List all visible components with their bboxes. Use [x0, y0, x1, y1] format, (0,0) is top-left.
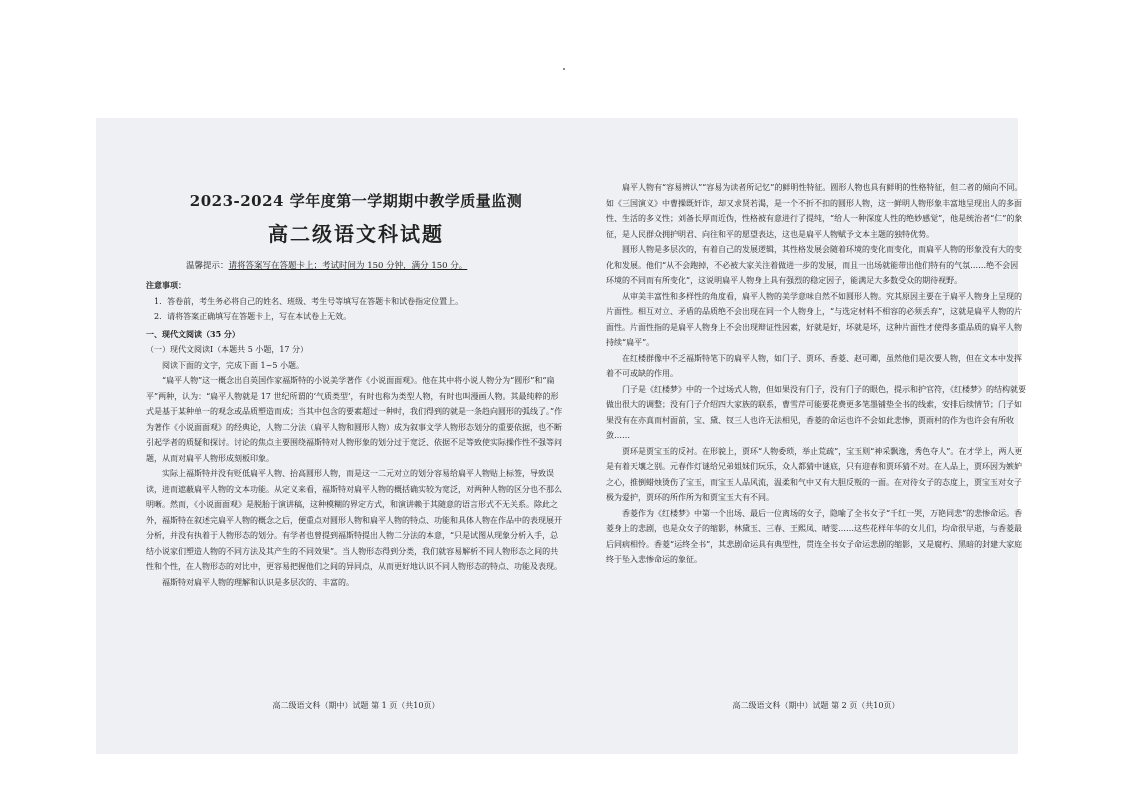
notice-label: 温馨提示： — [186, 261, 229, 271]
body-block — [606, 180, 1026, 568]
paragraph: 在红楼群像中不乏福斯特笔下的扁平人物，如门子、贾环、香菱、赵可卿，虽然他们是次要人物，但在文本中发挥着不可或缺的作用。 — [606, 353, 1022, 378]
instruction-text: 阅读下面的文字，完成下面 1~5 小题。 — [162, 360, 304, 370]
paragraph: 贾环是贾宝玉的反衬。在形貌上，贾环“人物委琐，举止荒疏”，宝玉则“神采飘逸，秀色夺人”。在才学上，两人更是有着天壤之别。元春作灯谜给兄弟姐妹们玩乐，众人都猜中谜底，只有迎春和贾环猜不对。在人品上，贾环因为嫉妒之心，推倒蜡烛烫伤了宝玉，而宝玉人品风流，温柔和气中又有大胆反叛的一面。在对待女子的态度上，贾宝玉对女子极为爱护，贾环的所作所为和贾宝玉大有不同。 — [606, 446, 1023, 502]
paragraph: 福斯特对扁平人物的理解和认识是多层次的、丰富的。 — [162, 577, 354, 587]
paragraph: 圆形人物是多层次的，有着自己的发展逻辑，其性格发展会随着环境的变化而变化，而扁平人物的形象没有大的变化和发展。他们“从不会跑掉，不必被大家关注着做进一步的发展，而且一出场就能带出他们特有的气氛……绝不会因环境的不同而有所变化”，这说明扁平人物身上具有强烈的稳定因子，能满足大多数受众的期待视野。 — [606, 245, 1022, 285]
exam-title: 2023-2024 学年度第一学期期中教学质量监测 — [189, 192, 523, 210]
paragraph: “扁平人物”这一概念出自英国作家福斯特的小说美学著作《小说面面观》。他在其中将小说人物分为“圆形”和“扁平”两种，认为：“扁平人物就是 17 世纪所谓的‘气质类型’，有时也称为类型人物，有时也叫漫画人物。其最纯粹的形式是基于某种单一的观念或品质塑造而成；当其中包含的要素超过一种时，我们得到的就是一条趋向圆形的弧线了。”作为著作《小说面面观》的经典论，人物二分法（扁平人物和圆形人物）成为叙事文学人物形态划分的重要依据，也不断引起学者的质疑和探讨。讨论的焦点主要围绕福斯特对人物形象的划分过于宽泛、依据不足等致使实际操作性不强等问题，从而对扁平人物形成刻板印象。 — [146, 376, 563, 463]
attention-item-2: 2．请将答案正确填写在答题卡上，写在本试卷上无效。 — [154, 312, 352, 321]
page-footer: 高二级语文科（期中）试题 第 1 页（共10页） — [272, 701, 440, 710]
page-1 — [146, 118, 566, 754]
section-heading: 一、现代文阅读（35 分） — [146, 328, 240, 339]
notice-line — [186, 259, 467, 271]
attention-block — [146, 278, 566, 590]
notice-text: 请将答案写在答题卡上；考试时间为 150 分钟，满分 150 分。 — [228, 261, 468, 271]
paragraph: 扁平人物有“容易辨认”“容易为读者所记忆”的鲜明性特征。圆形人物也具有鲜明的性格特征，但二者的倾向不同。如《三国演义》中曹操既奸诈，却又求贤若渴，是一个不折不扣的圆形人物，这一鲜明人物形象丰富地呈现出人的多面性、生活的多义性；刘备长厚而近伪，性格被有意进行了提纯，“给人一种深度人性的绝妙感觉”，他是统治者“仁”的象征，是人民群众拥护明君、向往和平的愿望表达，这也是扁平人物赋予文本主题的独特优势。 — [606, 183, 1023, 239]
attention-item-1: 1．答卷前，考生务必将自己的姓名、班级、考生号等填写在答题卡和试卷指定位置上。 — [154, 296, 464, 306]
sub-heading: （一）现代文阅读Ⅰ（本题共 5 小题，17 分） — [146, 345, 309, 354]
page-footer: 高二级语文科（期中）试题 第 2 页（共10页） — [732, 701, 900, 710]
paragraph: 实际上福斯特并没有贬低扁平人物、抬高圆形人物，而是这一二元对立的划分容易给扁平人物贴上标签，导致误读，进而遮蔽扁平人物的文本功能。从定义来看，福斯特对扁平人物的概括确实较为宽泛，对两种人物的区分也不那么明晰。然而，《小说面面观》是脱胎于演讲稿，这种模糊的界定方式，和演讲赖于其随意的语言形式不无关系。除此之外，福斯特在叙述完扁平人物的概念之后，便重点对圆形人物和扁平人物的特点、功能和具体人物在作品中的表现展开分析，并没有执着于人物形态的划分。有学者也曾提到福斯特提出人物二分法的本意，“只是试图从现象分析入手，总结小说家们塑造人物的不同方法及其产生的不同效果”。当人物形态得到分类，我们就容易解析不同人物形态之间的共性和个性，在人物形态的对比中，更容易把握他们之间的异同点，从而更好地认识不同人物形态的特点、功能及表现。 — [146, 469, 562, 571]
paragraph: 门子是《红楼梦》中的一个过场式人物，但如果没有门子，没有门子的眼色，提示和护官符，《红楼梦》的结构就要做出很大的调整；没有门子介绍四大家族的联系，曹雪芹可能要花费更多笔墨铺垫全书的线索，安排后续情节；门子如果没有在亦真而村面前，宝、黛、钗三人也许无法相见，香菱的命运也许不会如此悲惨，贾雨村的作为也许会有所收敛…… — [606, 384, 1026, 440]
scan-dust-dot — [563, 68, 565, 70]
paragraph: 香菱作为《红楼梦》中第一个出场、最后一位离场的女子，隐喻了全书女子“千红一哭，万艳同悲”的悲惨命运。香菱身上的悲剧，也是众女子的缩影，林黛玉、三春、王熙凤、晴雯……这些花样年华的女儿们，均命很早逝，与香菱最后同病相怜。香菱“运终全书”，其悲剧命运具有典型性，贯连全书女子命运悲剧的缩影，又是腐朽、黑暗的封建大家庭终于坠入悲惨命运的象征。 — [606, 508, 1023, 564]
exam-subject-title: 高二级语文科试题 — [268, 222, 444, 246]
exam-sheet — [96, 118, 1026, 754]
attention-heading: 注意事项： — [146, 280, 186, 290]
page-2 — [606, 118, 1026, 754]
paragraph: 从审美丰富性和多样性的角度看，扁平人物的美学意味自然不如圆形人物。究其原因主要在于扁平人物身上呈现的片面性。相互对立、矛盾的品质绝不会出现在同一个人物身上，“与选定材料不相容的必须丢弃”，这就是扁平人物的片面性。片面性指的是扁平人物身上不会出现辩证性因素，好就是好，坏就是坏，这种片面性才使得多重品质的扁平人物持续“扁平”。 — [606, 291, 1023, 347]
